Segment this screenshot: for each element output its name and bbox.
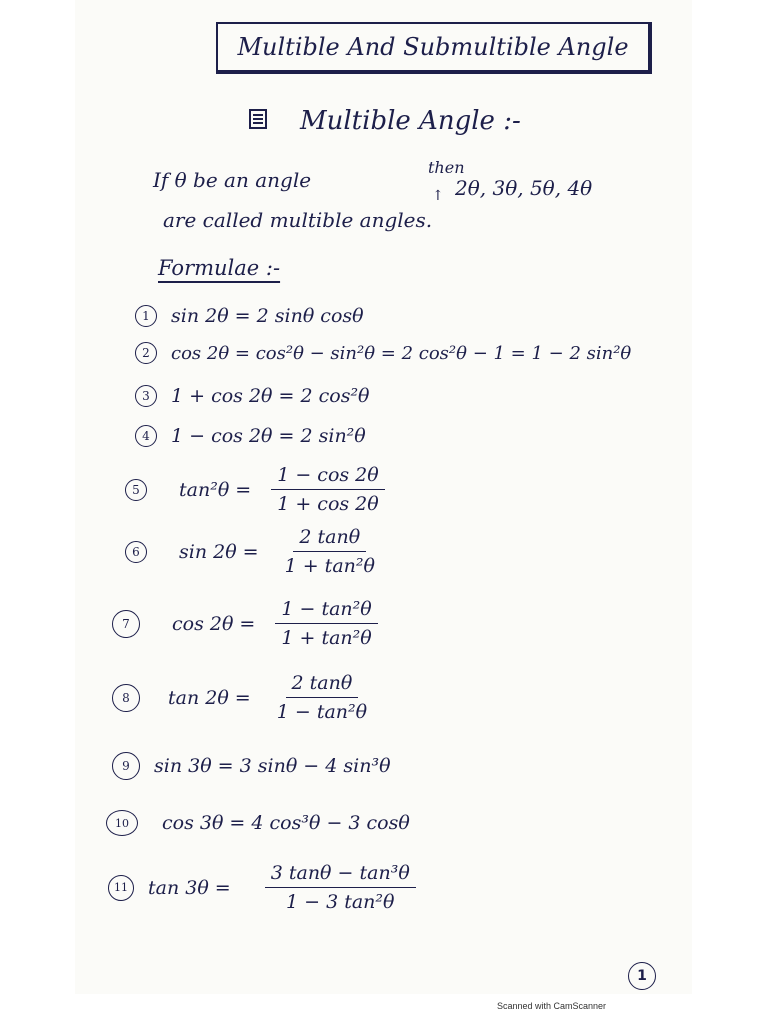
- formula-lhs: cos 2θ =: [172, 612, 256, 635]
- formula-number: 10: [106, 810, 138, 836]
- fraction-numerator: 2 tanθ: [286, 672, 359, 698]
- fraction-numerator: 1 − tan²θ: [275, 598, 377, 624]
- fraction-denominator: 1 + tan²θ: [284, 555, 375, 577]
- formula-text: sin 2θ = 2 sinθ cosθ: [171, 305, 364, 327]
- formula-number: 9: [112, 752, 140, 780]
- book-icon: [248, 108, 268, 130]
- formula-text: sin 3θ = 3 sinθ − 4 sin³θ: [154, 755, 391, 777]
- formula-10: [106, 810, 410, 836]
- intro-angles: 2θ, 3θ, 5θ, 4θ: [455, 176, 593, 200]
- formula-text: 1 + cos 2θ = 2 cos²θ: [171, 385, 370, 407]
- formula-8: [112, 672, 379, 723]
- fraction: [265, 862, 416, 913]
- formula-text: cos 2θ = cos²θ − sin²θ = 2 cos²θ − 1 = 1 − 2 sin²θ: [171, 342, 632, 364]
- formula-number: 7: [112, 610, 140, 638]
- fraction-denominator: 1 + cos 2θ: [277, 493, 379, 515]
- fraction: [271, 464, 385, 515]
- formula-number: 8: [112, 684, 140, 712]
- fraction-denominator: 1 − tan²θ: [276, 701, 368, 723]
- formula-text: cos 3θ = 4 cos³θ − 3 cosθ: [162, 812, 410, 834]
- intro-annotation: then: [428, 158, 465, 177]
- scanner-watermark: Scanned with CamScanner: [497, 1001, 607, 1011]
- formula-7: [112, 598, 384, 649]
- formula-number: 4: [135, 425, 157, 447]
- intro-line-1: If θ be an angle: [153, 168, 312, 192]
- formula-text: 1 − cos 2θ = 2 sin²θ: [171, 425, 366, 447]
- formula-lhs: sin 2θ =: [179, 540, 259, 563]
- formula-lhs: tan 3θ =: [148, 876, 231, 899]
- section-heading: Multible Angle :-: [300, 106, 521, 136]
- intro-line-2: are called multible angles.: [163, 208, 433, 232]
- formula-number: 1: [135, 305, 157, 327]
- page-number: 1: [628, 962, 656, 990]
- formula-number: 3: [135, 385, 157, 407]
- formula-2: [135, 342, 631, 364]
- formula-11: [108, 862, 422, 913]
- formula-number: 11: [108, 875, 134, 901]
- fraction-numerator: 1 − cos 2θ: [271, 464, 385, 490]
- fraction-numerator: 2 tanθ: [293, 526, 366, 552]
- formula-4: [135, 425, 366, 447]
- fraction-denominator: 1 + tan²θ: [281, 627, 372, 649]
- formula-6: [125, 526, 387, 577]
- page-title: Multible And Submultible Angle: [216, 22, 652, 74]
- formula-3: [135, 385, 370, 407]
- formula-number: 2: [135, 342, 157, 364]
- arrow-icon: ↑: [432, 188, 444, 204]
- formulae-heading: Formulae :-: [158, 256, 281, 280]
- formula-lhs: tan 2θ =: [168, 686, 251, 709]
- formula-5: [125, 464, 391, 515]
- fraction: [275, 598, 377, 649]
- fraction: [271, 672, 373, 723]
- formula-1: [135, 305, 364, 327]
- fraction: [279, 526, 381, 577]
- formula-number: 5: [125, 479, 147, 501]
- fraction-denominator: 1 − 3 tan²θ: [286, 891, 395, 913]
- fraction-numerator: 3 tanθ − tan³θ: [265, 862, 416, 888]
- formula-number: 6: [125, 541, 147, 563]
- formula-9: [112, 752, 391, 780]
- formula-lhs: tan²θ =: [179, 478, 252, 501]
